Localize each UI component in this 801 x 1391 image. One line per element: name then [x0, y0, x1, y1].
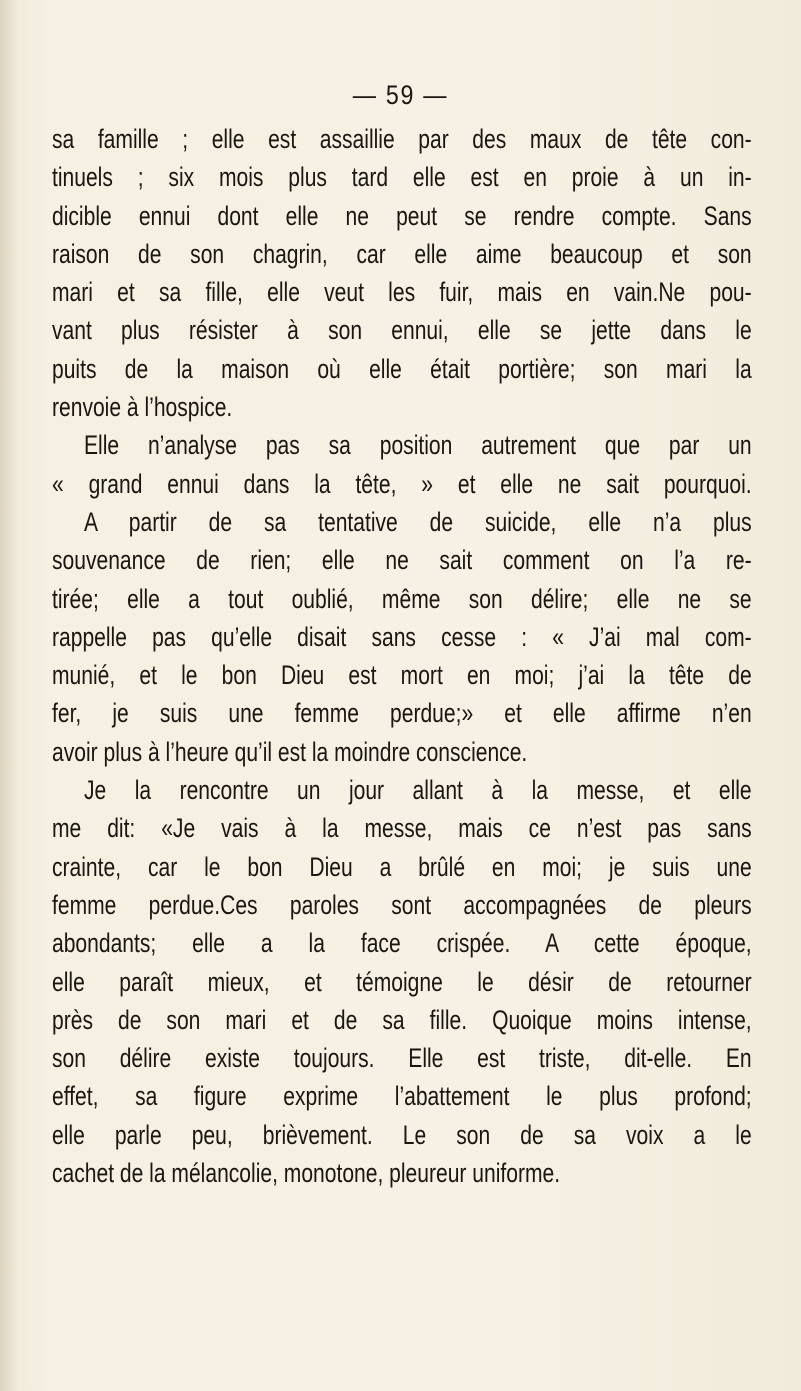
text-line: près de son mari et de sa fille. Quoique moins intense,	[52, 1004, 752, 1035]
text-line: abondants; elle a la face crispée. A cette époque,	[52, 928, 752, 959]
text-line: A partir de sa tentative de suicide, elle n’a plus	[83, 506, 752, 537]
text-line: elle parle peu, brièvement. Le son de sa voix a le	[52, 1119, 752, 1150]
text-line: crainte, car le bon Dieu a brûlé en moi; je suis une	[52, 851, 752, 882]
text-line: mari et sa fille, elle veut les fuir, mais en vain.Ne pou-	[52, 277, 752, 308]
body-text	[52, 120, 752, 1192]
text-line: « grand ennui dans la tête, » et elle ne sait pourquoi.	[52, 468, 752, 499]
text-line: femme perdue.Ces paroles sont accompagnées de pleurs	[52, 889, 752, 920]
text-line: renvoie à l’hospice.	[52, 392, 233, 423]
text-line: tinuels ; six mois plus tard elle est en proie à un in-	[52, 162, 752, 193]
text-line: effet, sa figure exprime l’abattement le plus profond;	[52, 1081, 752, 1112]
text-line: sa famille ; elle est assaillie par des maux de tête con-	[52, 124, 752, 154]
text-line: vant plus résister à son ennui, elle se jette dans le	[52, 315, 752, 346]
text-line: tirée; elle a tout oublié, même son délire; elle ne se	[52, 583, 752, 614]
text-line: avoir plus à l’heure qu’il est la moindre conscience.	[52, 736, 528, 767]
text-line: puits de la maison où elle était portière; son mari la	[52, 353, 752, 384]
text-line: dicible ennui dont elle ne peut se rendre compte. Sans	[52, 200, 752, 231]
text-line: cachet de la mélancolie, monotone, pleureur uniforme.	[52, 1158, 561, 1189]
page-gutter-shadow	[0, 0, 18, 1391]
text-line: Je la rencontre un jour allant à la messe, et elle	[83, 775, 752, 806]
text-line: souvenance de rien; elle ne sait comment on l’a re-	[52, 545, 752, 576]
text-line: me dit: «Je vais à la messe, mais ce n’est pas sans	[52, 813, 752, 844]
text-line: Elle n’analyse pas sa position autrement que par un	[83, 430, 752, 461]
text-line: raison de son chagrin, car elle aime beaucoup et son	[52, 238, 752, 269]
page-number: — 59 —	[352, 80, 449, 110]
text-line: munié, et le bon Dieu est mort en moi; j’ai la tête de	[52, 660, 752, 691]
text-line: rappelle pas qu’elle disait sans cesse : « J’ai mal com-	[52, 621, 752, 652]
text-line: elle paraît mieux, et témoigne le désir de retourner	[52, 966, 752, 997]
text-line: son délire existe toujours. Elle est triste, dit-elle. En	[52, 1043, 752, 1074]
text-line: fer, je suis une femme perdue;» et elle affirme n’en	[52, 698, 752, 729]
